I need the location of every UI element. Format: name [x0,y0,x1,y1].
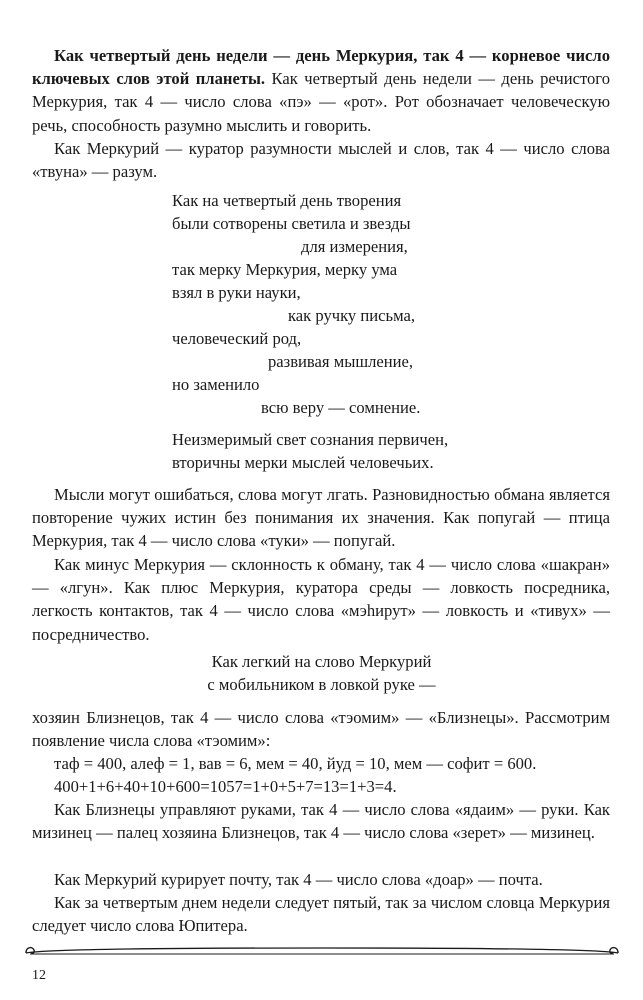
bold-lead-sentence: Как четвертый день недели — день Меркурия, так 4 — корневое число ключевых слов этой планеты. [32,46,610,89]
poem-line: Неизмеримый свет сознания первичен, [172,430,449,449]
footer-ornament-rule [22,944,622,958]
poem-line: с мобильником в ловкой руке — [207,675,436,694]
calculation-letters: таф = 400, алеф = 1, вав = 6, мем = 40, йуд = 10, мем — софит = 600. [54,754,537,773]
poem-line: взял в руки науки, [172,283,301,302]
poem-line: человеческий род, [172,329,302,348]
calculation-sum: 400+1+6+40+10+600=1057=1+0+5+7=13=1+3=4. [54,777,397,796]
poem-line: вторичны мерки мыслей человечьих. [172,453,434,472]
page-number: 12 [32,968,46,983]
paragraph-jupiter: Как за четвертым днем недели следует пятый, так за числом словца Меркурия следует число слова Юпитера. [32,893,610,936]
paragraph-parrot: Мысли могут ошибаться, слова могут лгать. Разновидностью обмана является повторение чужих истин без понимания их значения. Как попугай — птица Меркурия, так 4 — число слова «туки» — попугай. [32,485,610,551]
poem-line: развивая мышление, [268,352,414,371]
paragraph-gemini: хозяин Близнецов, так 4 — число слова «тэомим» — «Близнецы». Рассмотрим появление числа слова «тэомим»: [32,708,610,751]
poem-line: но заменило [172,375,260,394]
poem-line: Как легкий на слово Меркурий [211,652,432,671]
poem-line: для измерения, [301,237,408,256]
poem-line: были сотворены светила и звезды [172,214,411,233]
paragraph-post: Как Меркурий курирует почту, так 4 — число слова «доар» — почта. [54,870,543,889]
paragraph-tvuna: Как Меркурий — куратор разумности мыслей и слов, так 4 — число слова «твуна» — разум. [32,139,610,182]
paragraph-hands: Как Близнецы управляют руками, так 4 — число слова «ядаим» — руки. Как мизинец — палец хозяина Близнецов, так 4 — число слова «зерет» — мизинец. [32,800,610,843]
poem-line: как ручку письма, [288,306,415,325]
paragraph-mercury-day [32,44,610,137]
poem-line: всю веру — сомнение. [261,398,421,417]
paragraph-continuation: Как четвертый день недели — день речистого Меркурия, так 4 — число слова «пэ» — «рот». Рот обозначает человеческую речь, способность разумно мыслить и говорить. [32,69,610,135]
poem-line: так мерку Меркурия, мерку ума [172,260,398,279]
poem-line: Как на четвертый день творения [172,191,402,210]
paragraph-liar: Как минус Меркурия — склонность к обману, так 4 — число слова «шакран» — «лгун». Как плюс Меркурия, куратора среды — ловкость посредника, легкость контактов, так 4 — число слова «мэһирут» — ловкость и «тивух» — посредничество. [32,555,610,644]
